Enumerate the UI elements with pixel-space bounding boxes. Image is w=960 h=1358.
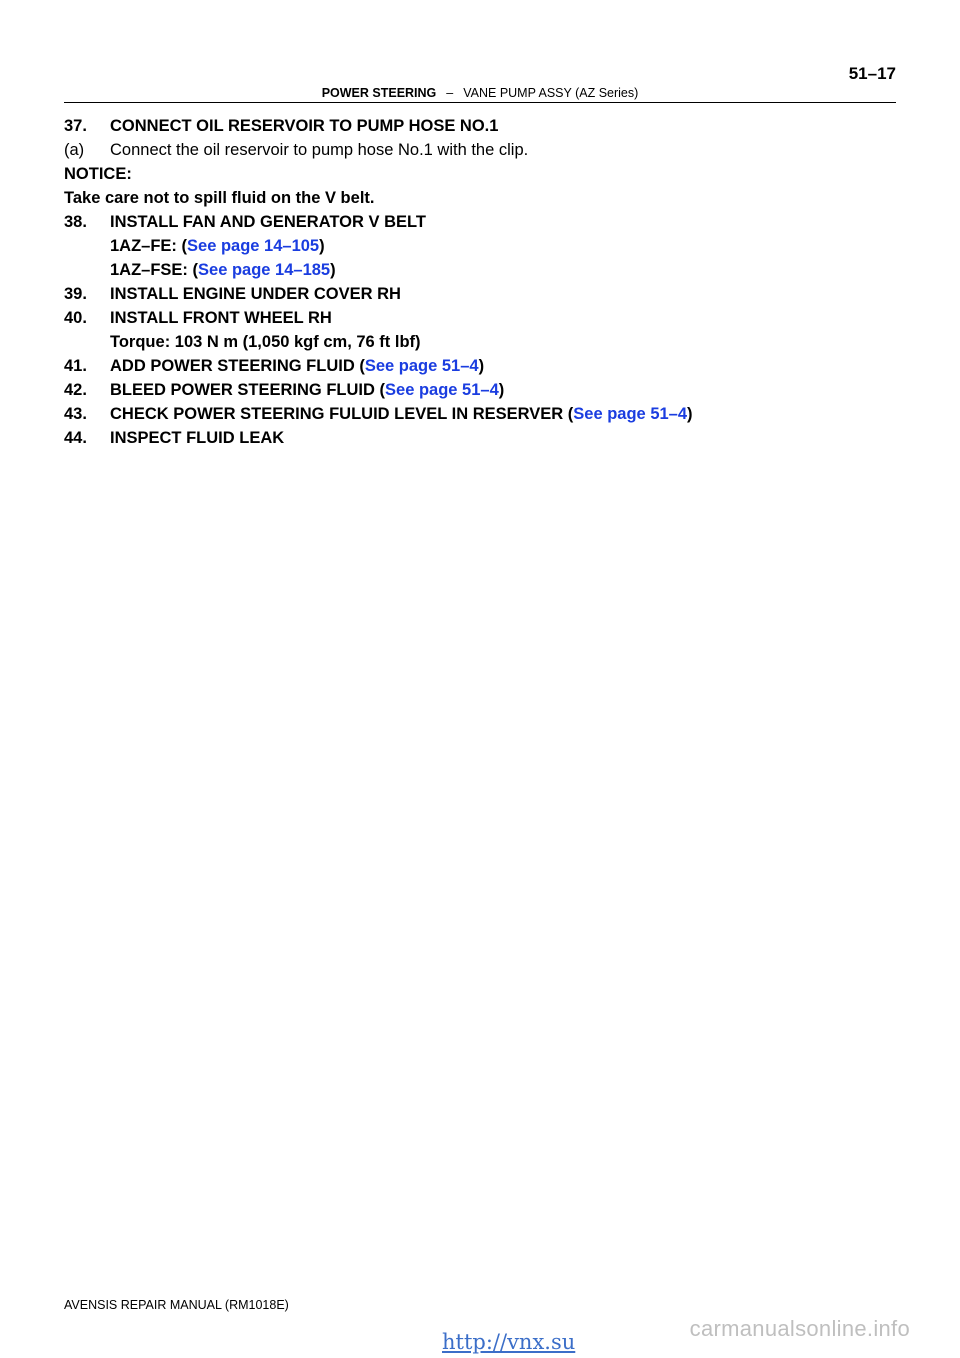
step-number: 37.: [64, 117, 87, 135]
ref-suffix: ): [687, 405, 693, 423]
step-number: 41.: [64, 357, 87, 375]
step-title: INSTALL FRONT WHEEL RH: [110, 309, 332, 327]
engine-ref: [110, 234, 325, 258]
running-header: [64, 86, 896, 100]
step-title-text: ADD POWER STEERING FLUID (: [110, 357, 365, 375]
step-number: 42.: [64, 381, 87, 399]
step-43: [64, 402, 904, 426]
see-page-link[interactable]: See page 14–105: [187, 237, 320, 255]
step-38-ref-1: [64, 234, 904, 258]
ref-suffix: ): [319, 237, 325, 255]
step-title-text: CHECK POWER STEERING FULUID LEVEL IN RESERVER (: [110, 405, 574, 423]
step-40-torque: [64, 330, 904, 354]
header-separator: –: [446, 86, 454, 100]
see-page-link[interactable]: See page 51–4: [573, 405, 688, 423]
step-title: INSPECT FLUID LEAK: [110, 429, 285, 447]
step-number: 44.: [64, 429, 87, 447]
step-title: INSTALL FAN AND GENERATOR V BELT: [110, 213, 426, 231]
torque-spec: Torque: 103 N m (1,050 kgf cm, 76 ft lbf): [110, 333, 421, 351]
step-37a: [64, 138, 904, 162]
substep-label: (a): [64, 141, 85, 159]
step-number: 43.: [64, 405, 87, 423]
step-42: [64, 378, 904, 402]
step-title: [110, 402, 693, 426]
subsection-title: VANE PUMP ASSY (AZ Series): [463, 86, 639, 100]
step-38: [64, 210, 904, 234]
step-title: CONNECT OIL RESERVOIR TO PUMP HOSE NO.1: [110, 117, 499, 135]
ref-prefix: 1AZ–FSE: (: [110, 261, 199, 279]
substep-text: Connect the oil reservoir to pump hose No.1 with the clip.: [110, 141, 529, 159]
step-number: 39.: [64, 285, 87, 303]
url-watermark[interactable]: http://vnx.su: [442, 1330, 576, 1354]
step-38-ref-2: [64, 258, 904, 282]
see-page-link[interactable]: See page 14–185: [198, 261, 331, 279]
notice-label: NOTICE:: [64, 165, 132, 183]
step-41: [64, 354, 904, 378]
engine-ref: [110, 258, 336, 282]
section-title: POWER STEERING: [321, 86, 437, 100]
step-44: [64, 426, 904, 450]
step-title: INSTALL ENGINE UNDER COVER RH: [110, 285, 401, 303]
ref-suffix: ): [478, 357, 485, 375]
page-footer: AVENSIS REPAIR MANUAL (RM1018E): [64, 1298, 289, 1312]
ref-suffix: ): [498, 381, 505, 399]
header-rule: [64, 102, 896, 103]
step-40: [64, 306, 904, 330]
step-title: [110, 378, 504, 402]
step-title: [110, 354, 484, 378]
step-title-text: BLEED POWER STEERING FLUID (: [110, 381, 386, 399]
procedure-content: [64, 114, 904, 450]
notice-text: Take care not to spill fluid on the V belt.: [64, 189, 375, 207]
step-39: [64, 282, 904, 306]
step-number: 40.: [64, 309, 87, 327]
see-page-link[interactable]: See page 51–4: [385, 381, 499, 399]
site-watermark: carmanualsonline.info: [689, 1316, 910, 1341]
see-page-link[interactable]: See page 51–4: [364, 357, 479, 375]
step-number: 38.: [64, 213, 87, 231]
ref-prefix: 1AZ–FE: (: [110, 237, 188, 255]
page-header: [64, 60, 896, 102]
page-number: 51–17: [848, 64, 896, 83]
ref-suffix: ): [330, 261, 336, 279]
step-37: [64, 114, 904, 138]
